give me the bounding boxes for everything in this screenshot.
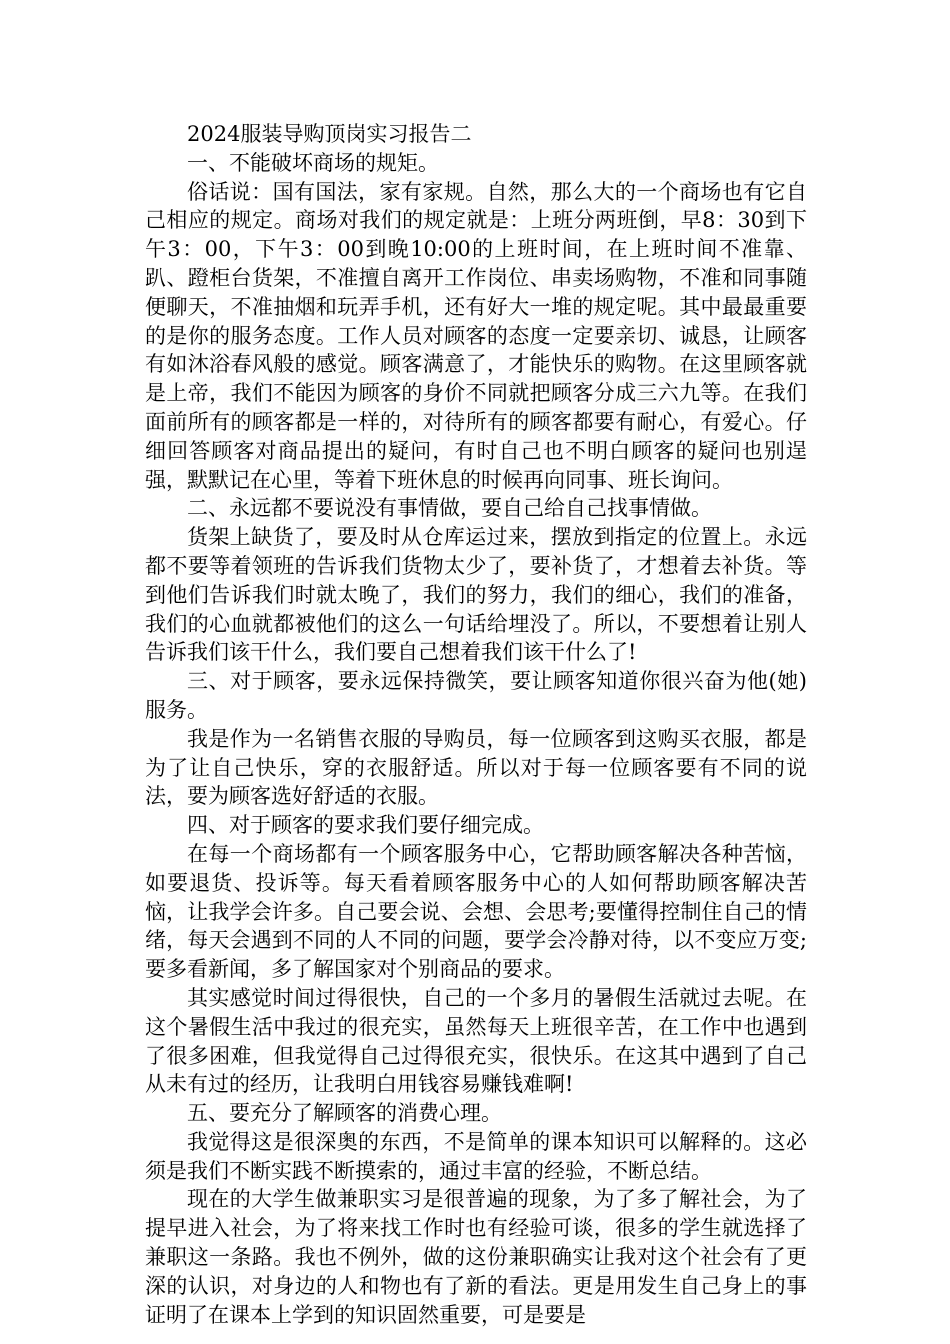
heading-5: 五、要充分了解顾客的消费心理。 (187, 1101, 502, 1126)
body-paragraph: 在每一个商场都有一个顾客服务中心，它帮助顾客解决各种苦恼，如要退货、投诉等。每天看着顾客服务中心的人如何帮助顾客解决苦恼，让我学会许多。自己要会说、会想、会思考;要懂得控制住自己的情绪，每天会遇到不同的人不同的问题，要学会冷静对待，以不变应万变;要多看新闻，多了解国家对个别商品的要求。 (145, 841, 807, 982)
body-paragraph: 货架上缺货了，要及时从仓库运过来，摆放到指定的位置上。永远都不要等着领班的告诉我们货物太少了，要补货了，才想着去补货。等到他们告诉我们时就太晚了，我们的努力，我们的细心，我们的准备，我们的心血就都被他们的这么一句话给埋没了。所以，不要想着让别人告诉我们该干什么，我们要自己想着我们该干什么了! (145, 525, 807, 665)
heading-1: 一、不能破坏商场的规矩。 (187, 150, 439, 175)
heading-3: 三、对于顾客，要永远保持微笑，要让顾客知道你很兴奋为他(她)服务。 (145, 669, 807, 722)
body-paragraph: 其实感觉时间过得很快，自己的一个多月的暑假生活就过去呢。在这个暑假生活中我过的很充实，虽然每天上班很辛苦，在工作中也遇到了很多困难，但我觉得自己过得很充实，很快乐。在这其中遇到了自己从未有过的经历，让我明白用钱容易赚钱难啊! (145, 985, 807, 1097)
body-paragraph: 我觉得这是很深奥的东西，不是简单的课本知识可以解释的。这必须是我们不断实践不断摸索的，通过丰富的经验，不断总结。 (145, 1129, 807, 1183)
document-title: 2024服装导购顶岗实习报告二 (187, 122, 472, 146)
body-paragraph: 现在的大学生做兼职实习是很普遍的现象，为了多了解社会，为了提早进入社会，为了将来找工作时也有经验可谈，很多的学生就选择了兼职这一条路。我也不例外，做的这份兼职确实让我对这个社会有了更深的认识，对身边的人和物也有了新的看法。更是用发生自己身上的事证明了在课本上学到的知识固然重要，可是要是 (145, 1187, 807, 1327)
body-paragraph: 我是作为一名销售衣服的导购员，每一位顾客到这购买衣服，都是为了让自己快乐，穿的衣服舒适。所以对于每一位顾客要有不同的说法，要为顾客选好舒适的衣服。 (145, 726, 807, 809)
heading-4: 四、对于顾客的要求我们要仔细完成。 (187, 813, 544, 838)
document-page (145, 120, 807, 1329)
heading-2: 二、永远都不要说没有事情做，要自己给自己找事情做。 (187, 496, 712, 521)
body-paragraph: 俗话说：国有国法，家有家规。自然，那么大的一个商场也有它自己相应的规定。商场对我们的规定就是：上班分两班倒，早8：30到下午3：00，下午3：00到晚10:00的上班时间，在上班时间不准靠、趴、蹬柜台货架，不准擅自离开工作岗位、串卖场购物，不准和同事随便聊天，不准抽烟和玩弄手机，还有好大一堆的规定呢。其中最最重要的是你的服务态度。工作人员对顾客的态度一定要亲切、诚恳，让顾客有如沐浴春风般的感觉。顾客满意了，才能快乐的购物。在这里顾客就是上帝，我们不能因为顾客的身价不同就把顾客分成三六九等。在我们面前所有的顾客都是一样的，对待所有的顾客都要有耐心，有爱心。仔细回答顾客对商品提出的疑问，有时自己也不明白顾客的疑问也别逞强，默默记在心里，等着下班休息的时候再向同事、班长询问。 (145, 179, 807, 492)
